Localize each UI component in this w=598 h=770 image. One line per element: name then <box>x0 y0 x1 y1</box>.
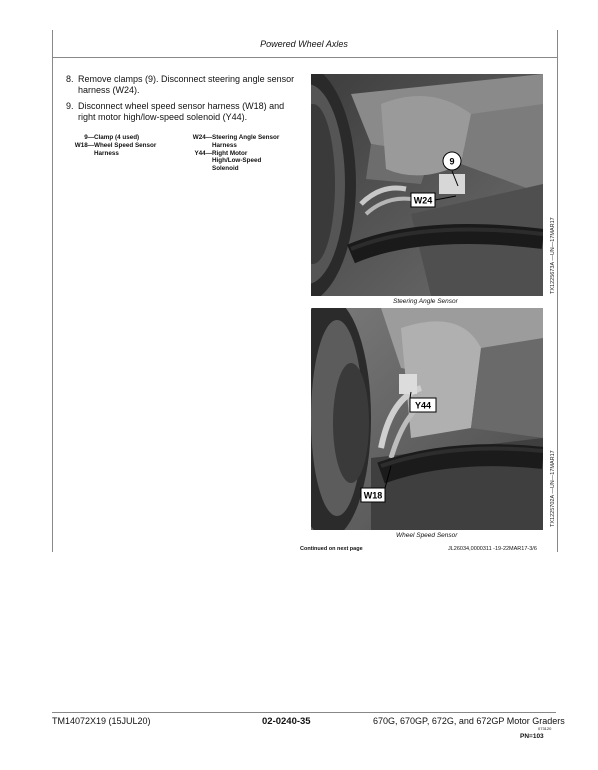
section-title: Powered Wheel Axles <box>260 39 348 49</box>
step-9 <box>66 101 302 123</box>
figure-caption: Wheel Speed Sensor <box>396 532 458 539</box>
legend-item: High/Low-Speed <box>212 157 262 165</box>
reference-code: JL26034,0000311 -19-22MAR17-3/6 <box>448 546 537 552</box>
callout-9-label: 9 <box>449 156 455 167</box>
continued-note: Continued on next page <box>300 546 363 552</box>
footer-divider <box>52 712 556 713</box>
callout-y44-label: Y44 <box>414 400 432 411</box>
legend-right <box>190 134 279 173</box>
step-number: 9. <box>66 101 74 111</box>
legend-item: W24— Steering Angle Sensor <box>192 134 280 141</box>
wheel-speed-sensor-photo <box>311 308 543 530</box>
callout-w18-label: W18 <box>363 490 383 501</box>
legend-left <box>70 134 156 157</box>
step-text: Remove clamps (9). Disconnect steering angle sensor harness (W24). <box>78 74 295 95</box>
legend-item: W18— Wheel Speed Sensor <box>74 141 157 149</box>
step-8 <box>66 74 302 96</box>
legend-item: Harness <box>94 149 119 157</box>
steering-angle-sensor-photo <box>311 74 543 296</box>
legend-item: Solenoid <box>212 165 239 173</box>
model-title: 670G, 670GP, 672G, and 672GP Motor Graders <box>373 716 565 726</box>
pn-number: PN=103 <box>520 733 544 740</box>
step-text: Disconnect wheel speed sensor harness (W18) and right motor high/low-speed solenoid (Y44). <box>78 101 285 122</box>
step-number: 8. <box>66 74 74 84</box>
footer-date-code: 073120 <box>538 726 552 731</box>
figure-id: TX1225673A —UN—17MAR17 <box>550 217 556 294</box>
page-number: 02-0240-35 <box>262 716 311 727</box>
figure-id: TX1225702A —UN—17MAR17 <box>550 450 556 527</box>
legend-item: 9— Clamp (4 used) <box>84 134 140 141</box>
legend-item: Y44— Right Motor <box>194 149 248 157</box>
legend-item: Harness <box>212 141 237 149</box>
callout-w24-label: W24 <box>413 195 433 206</box>
manual-code: TM14072X19 (15JUL20) <box>52 716 151 726</box>
figure-caption: Steering Angle Sensor <box>393 298 458 305</box>
